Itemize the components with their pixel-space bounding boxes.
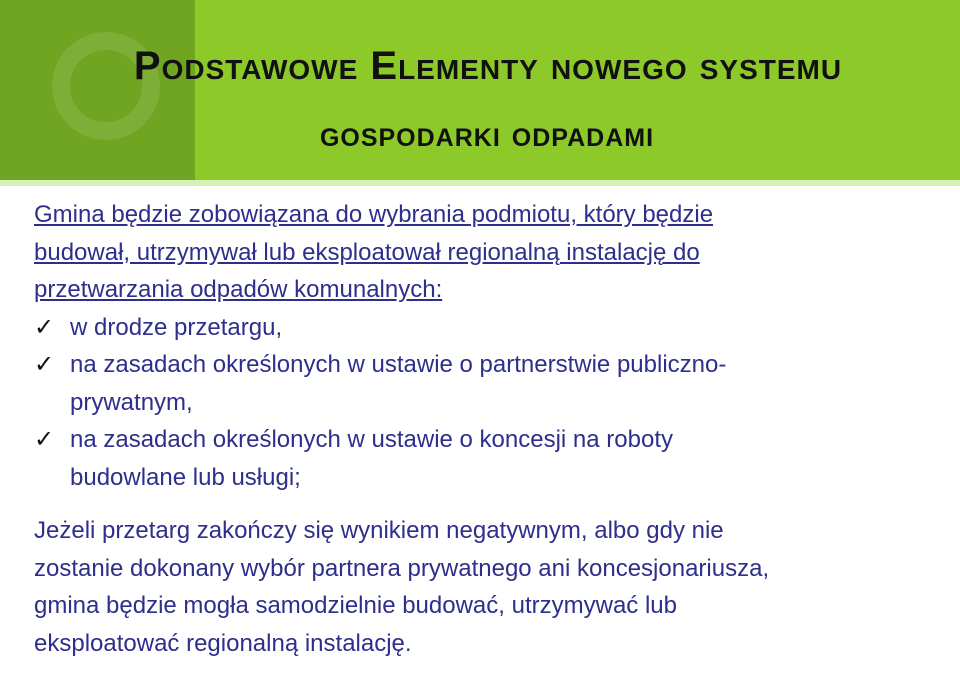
checkmark-icon: ✓ bbox=[34, 312, 55, 341]
slide-header bbox=[0, 0, 960, 180]
checkmark-icon: ✓ bbox=[34, 425, 55, 453]
bullet-text: na zasadach określonych w ustawie o koncesji na roboty bbox=[70, 426, 673, 453]
slide-body bbox=[34, 196, 934, 662]
intro-line: budował, utrzymywał lub eksploatował regionalną instalację do bbox=[34, 238, 700, 266]
bullet-list bbox=[34, 309, 934, 497]
title-line-2: gospodarki odpadami bbox=[319, 113, 655, 154]
header-divider bbox=[0, 180, 960, 186]
bullet-text: w drodze przetargu, bbox=[70, 313, 283, 341]
checkmark-icon: ✓ bbox=[34, 350, 55, 378]
outro-paragraph bbox=[34, 512, 934, 662]
intro-paragraph bbox=[34, 196, 934, 309]
outro-line: gmina będzie mogła samodzielnie budować, utrzymywać lub bbox=[34, 592, 677, 619]
bullet-text-continuation: budowlane lub usługi; bbox=[70, 463, 301, 491]
intro-line: przetwarzania odpadów komunalnych: bbox=[34, 276, 443, 303]
outro-line: Jeżeli przetarg zakończy się wynikiem negatywnym, albo gdy nie bbox=[34, 517, 724, 544]
bullet-text: na zasadach określonych w ustawie o partnerstwie publiczno- bbox=[70, 351, 727, 378]
intro-line: Gmina będzie zobowiązana do wybrania podmiotu, który będzie bbox=[34, 201, 714, 228]
bullet-item bbox=[34, 421, 934, 496]
slide-title bbox=[0, 40, 960, 160]
bullet-text-continuation: prywatnym, bbox=[70, 388, 193, 416]
title-line-1: Podstawowe Elementy nowego systemu bbox=[133, 44, 843, 88]
outro-line: eksploatować regionalną instalację. bbox=[34, 629, 412, 657]
bullet-item bbox=[34, 346, 934, 421]
bullet-item bbox=[34, 309, 934, 347]
outro-line: zostanie dokonany wybór partnera prywatnego ani koncesjonariusza, bbox=[34, 554, 770, 582]
